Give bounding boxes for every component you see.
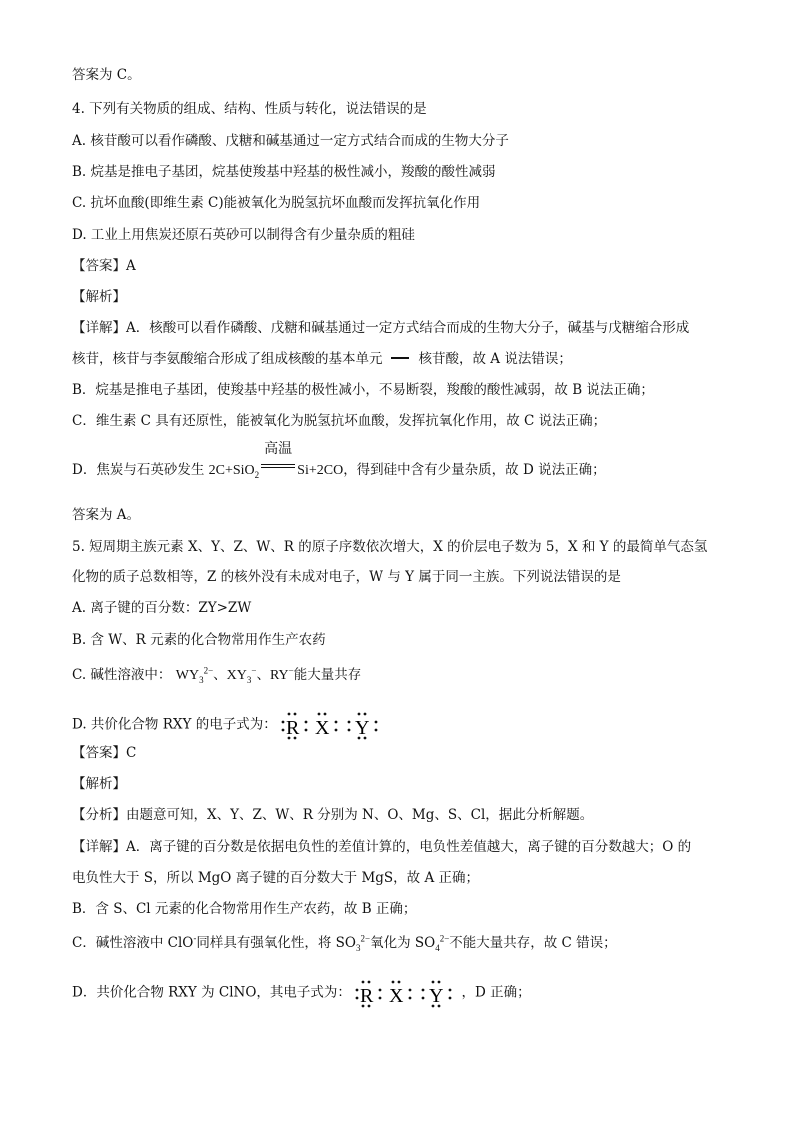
q4-answer: [72, 257, 136, 275]
ion-wy3: $WY_3^{2-}$: [175, 665, 214, 685]
q4-option-b: B. 烷基是推电子基团，烷基使羧基中羟基的极性减小，羧酸的酸性减弱: [72, 164, 496, 180]
sep: 、: [256, 667, 270, 683]
clo-charge: -: [193, 934, 197, 945]
atom-x: X: [315, 717, 330, 739]
q5-option-c: [72, 666, 361, 685]
option-c-post: 能大量共存: [293, 667, 362, 683]
detail-label: 【详解】: [72, 320, 126, 336]
q4-detail-a2: [72, 350, 572, 368]
q5-answer: [72, 744, 136, 762]
dash-mark: [391, 357, 409, 359]
ion-ry: RY−: [269, 665, 294, 683]
fenxi-text: 由题意可知，X、Y、Z、W、R 分别为 N、O、Mg、S、Cl，据此分析解题。: [126, 807, 594, 823]
q5-detail-a1: [72, 838, 691, 856]
detail-text: A．离子键的百分数是依据电负性的差值计算的，电负性差值越大，离子键的百分数越大；O 的: [126, 839, 692, 855]
detail-c-pre: C．碱性溶液中 ClO: [72, 935, 194, 951]
q5-analysis-label: 【解析】: [72, 776, 126, 792]
atom-r: R: [360, 985, 374, 1007]
q4-option-c: C. 抗坏血酸(即维生素 C)能被氧化为脱氢抗坏血酸而发挥抗氧化作用: [72, 195, 481, 211]
answer-value: C: [126, 745, 137, 761]
atom-r: R: [286, 717, 300, 739]
atom-y: Y: [355, 717, 370, 739]
q5-fenxi: [72, 806, 593, 824]
atom-y: Y: [429, 985, 444, 1007]
q5-option-d: [72, 708, 383, 742]
q5-detail-a2: 电负性大于 S，所以 MgO 离子键的百分数大于 MgS，故 A 正确；: [72, 870, 479, 886]
lewis-structure-rxy: [281, 708, 383, 742]
detail-c-post: 不能大量共存，故 C 错误；: [449, 935, 617, 951]
equation-right: Si+2CO: [297, 463, 344, 478]
option-d-pre: D. 共价化合物 RXY 的电子式为：: [72, 716, 277, 733]
answer-label: 【答案】: [72, 745, 126, 761]
q4-detail-a1: [72, 319, 689, 337]
q4-stem: 4. 下列有关物质的组成、结构、性质与转化，说法错误的是: [72, 101, 427, 117]
q5-detail-d: [72, 976, 531, 1010]
detail-c-mid2: 氧化为 SO: [370, 935, 436, 951]
sep: 、: [213, 667, 227, 683]
detail-text-part1: 核苷，核苷与李氨酸缩合形成了组成核酸的基本单元: [72, 351, 383, 367]
option-c-pre: C. 碱性溶液中：: [72, 667, 172, 683]
detail-d-post: ，得到硅中含有少量杂质，故 D 说法正确；: [343, 462, 606, 478]
lewis-structure-clno: [355, 976, 457, 1010]
q4-detail-d: [72, 441, 606, 480]
q4-detail-b: B．烷基是推电子基团，使羧基中羟基的极性减小，不易断裂，羧酸的酸性减弱，故 B 说法正确；: [72, 382, 654, 398]
ion-xy3: $XY_3^-$: [226, 665, 257, 685]
equation-left: 2C+SiO$_2$: [208, 463, 260, 480]
q5-option-a: A. 离子键的百分数：ZY>ZW: [72, 600, 252, 616]
detail-c-mid1: 同样具有强氧化性，将 SO: [196, 935, 356, 951]
q4-option-a: A. 核苷酸可以看作磷酸、戊糖和碱基通过一定方式结合而成的生物大分子: [72, 133, 509, 149]
q5-detail-c: [72, 934, 617, 953]
ion-so4: $_4^{2-}$: [435, 933, 450, 953]
q5-stem-1: 5. 短周期主族元素 X、Y、Z、W、R 的原子序数依次增大，X 的价层电子数为 5，X 和 Y 的最简单气态氢: [72, 539, 708, 555]
answer-value: A: [126, 258, 136, 274]
q4-analysis-label: 【解析】: [72, 289, 126, 305]
fenxi-label: 【分析】: [72, 807, 126, 823]
ion-so3: $_3^{2-}$: [356, 933, 371, 953]
detail-label: 【详解】: [72, 839, 126, 855]
q5-stem-2: 化物的质子总数相等，Z 的核外没有未成对电子，W 与 Y 属于同一主族。下列说法错误的是: [72, 569, 621, 585]
q4-detail-c: C．维生素 C 具有还原性，能被氧化为脱氢抗坏血酸，发挥抗氧化作用，故 C 说法正确；: [72, 413, 607, 429]
q4-final-answer: 答案为 A。: [72, 507, 141, 523]
detail-text: A．核酸可以看作磷酸、戊糖和碱基通过一定方式结合而成的生物大分子，碱基与戊糖缩合形成: [126, 320, 690, 336]
detail-text-part2: 核苷酸，故 A 说法错误；: [418, 351, 572, 367]
q5-detail-b: B．含 S、Cl 元素的化合物常用作生产农药，故 B 正确；: [72, 901, 417, 917]
answer-label: 【答案】: [72, 258, 126, 274]
q5-option-b: B. 含 W、R 元素的化合物常用作生产农药: [72, 632, 326, 648]
equation-condition: 高温: [259, 456, 297, 474]
detail-d-pre: D．共价化合物 RXY 为 ClNO，其电子式为：: [72, 984, 351, 1001]
detail-d-pre: D．焦炭与石英砂发生: [72, 462, 205, 478]
detail-d-post: ，D 正确；: [461, 984, 531, 1001]
atom-x: X: [389, 985, 404, 1007]
answer-line-prev: 答案为 C。: [72, 67, 141, 83]
q4-option-d: D. 工业上用焦炭还原石英砂可以制得含有少量杂质的粗硅: [72, 227, 415, 243]
